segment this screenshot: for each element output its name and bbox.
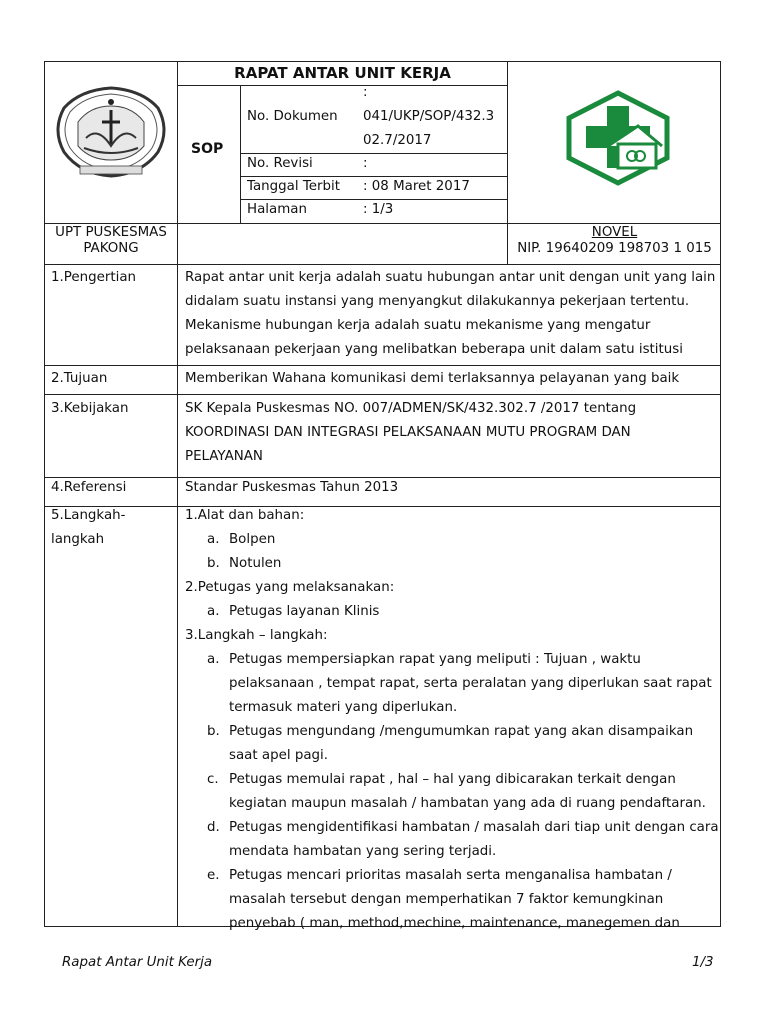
signer-nip: NIP. 19640209 198703 1 015 bbox=[517, 241, 712, 256]
langkah-label-line: 5.Langkah- bbox=[51, 508, 126, 523]
page-label: Halaman bbox=[247, 202, 307, 217]
langkah-group-heading: 2.Petugas yang melaksanakan: bbox=[185, 580, 395, 595]
langkah-group-heading: 1.Alat dan bahan: bbox=[185, 508, 305, 523]
signer-name: NOVEL bbox=[591, 225, 638, 240]
list-item-text: Notulen bbox=[229, 556, 282, 571]
doc-number-label: No. Dokumen bbox=[247, 109, 338, 124]
unit-name-line-1: UPT PUSKESMAS bbox=[55, 225, 167, 240]
list-item-continuation: masalah tersebut dengan memperhatikan 7 faktor kemungkinan bbox=[229, 892, 664, 907]
kebijakan-line: KOORDINASI DAN INTEGRASI PELAKSANAAN MUTU PROGRAM DAN bbox=[185, 425, 631, 440]
doc-number-value-2: 02.7/2017 bbox=[363, 133, 432, 148]
section-label-referensi: 4.Referensi bbox=[51, 480, 127, 495]
list-item bbox=[185, 648, 719, 672]
section-rule-1 bbox=[44, 365, 721, 366]
langkah-label-line: langkah bbox=[51, 532, 105, 547]
list-marker: b. bbox=[207, 724, 220, 739]
header-divider-right bbox=[507, 61, 508, 223]
issue-date-value: : 08 Maret 2017 bbox=[363, 179, 470, 194]
revision-value: : bbox=[363, 156, 368, 171]
section-label-pengertian: 1.Pengertian bbox=[51, 270, 137, 285]
section-label-tujuan: 2.Tujuan bbox=[51, 371, 108, 386]
footer-title: Rapat Antar Unit Kerja bbox=[62, 955, 213, 970]
list-item bbox=[185, 528, 719, 552]
list-item-continuation: saat apel pagi. bbox=[229, 748, 328, 763]
header-rule-title bbox=[177, 85, 507, 86]
footer-page: 1/3 bbox=[692, 955, 714, 970]
list-item-continuation: kegiatan maupun masalah / hambatan yang ada di ruang pendaftaran. bbox=[229, 796, 706, 811]
list-item-text: Bolpen bbox=[229, 532, 276, 547]
list-item-text: Petugas memulai rapat , hal – hal yang dibicarakan terkait dengan bbox=[229, 772, 676, 787]
regency-emblem bbox=[50, 86, 172, 184]
section-label-langkah bbox=[51, 504, 125, 552]
list-item-text: Petugas layanan Klinis bbox=[229, 604, 380, 619]
unit-row-divider-left bbox=[177, 223, 178, 264]
signer-block bbox=[508, 223, 721, 257]
sop-label: SOP bbox=[191, 141, 224, 157]
list-item-text: Petugas mempersiapkan rapat yang meliputi : Tujuan , waktu bbox=[229, 652, 641, 667]
section-body-kebijakan bbox=[185, 397, 636, 469]
list-item bbox=[185, 552, 719, 576]
list-item bbox=[185, 600, 719, 624]
list-marker: a. bbox=[207, 604, 220, 619]
list-marker: a. bbox=[207, 652, 220, 667]
langkah-group-heading: 3.Langkah – langkah: bbox=[185, 628, 328, 643]
issue-date-label: Tanggal Terbit bbox=[247, 179, 340, 194]
kebijakan-line: SK Kepala Puskesmas NO. 007/ADMEN/SK/432.302.7 /2017 tentang bbox=[185, 401, 637, 416]
document-title: RAPAT ANTAR UNIT KERJA bbox=[234, 64, 451, 82]
pengertian-line: Rapat antar unit kerja adalah suatu hubungan antar unit dengan unit yang lain bbox=[185, 270, 716, 285]
regency-emblem-icon bbox=[50, 86, 172, 184]
section-body-pengertian bbox=[185, 266, 715, 362]
list-item bbox=[185, 864, 719, 888]
puskesmas-logo-icon bbox=[566, 90, 670, 186]
section-rule-2 bbox=[44, 394, 721, 395]
section-body-langkah bbox=[185, 504, 719, 936]
pengertian-line: didalam suatu instansi yang menyangkut dilakukannya pekerjaan tertentu. bbox=[185, 294, 690, 309]
list-item bbox=[185, 768, 719, 792]
doc-number-colon: : bbox=[363, 85, 368, 100]
list-item-continuation: mendata hambatan yang sering terjadi. bbox=[229, 844, 497, 859]
list-item-continuation: penyebab ( man, method,mechine, maintenance, manegemen dan bbox=[229, 916, 680, 931]
puskesmas-logo bbox=[566, 90, 670, 186]
section-label-kebijakan: 3.Kebijakan bbox=[51, 401, 129, 416]
list-marker: e. bbox=[207, 868, 220, 883]
pengertian-line: Mekanisme hubungan kerja adalah suatu mekanisme yang mengatur bbox=[185, 318, 651, 333]
revision-label: No. Revisi bbox=[247, 156, 313, 171]
page-value: : 1/3 bbox=[363, 202, 394, 217]
list-marker: c. bbox=[207, 772, 219, 787]
unit-name-line-2: PAKONG bbox=[83, 241, 139, 256]
list-item-text: Petugas mencari prioritas masalah serta menganalisa hambatan / bbox=[229, 868, 672, 883]
body-column-divider bbox=[177, 264, 178, 927]
unit-row-bottom bbox=[44, 264, 721, 265]
header-divider-inner bbox=[240, 85, 241, 223]
doc-number-value-1: 041/UKP/SOP/432.3 bbox=[363, 109, 495, 124]
list-item bbox=[185, 720, 719, 744]
list-marker: b. bbox=[207, 556, 220, 571]
list-item-continuation: pelaksanaan , tempat rapat, serta peralatan yang diperlukan saat rapat bbox=[229, 676, 712, 691]
kebijakan-line: PELAYANAN bbox=[185, 449, 263, 464]
pengertian-line: pelaksanaan pekerjaan yang melibatkan beberapa unit dalam satu istitusi bbox=[185, 342, 683, 357]
list-marker: a. bbox=[207, 532, 220, 547]
unit-name bbox=[45, 223, 177, 257]
list-item bbox=[185, 816, 719, 840]
list-item-continuation: termasuk materi yang diperlukan. bbox=[229, 700, 458, 715]
list-marker: d. bbox=[207, 820, 220, 835]
referensi-line: Standar Puskesmas Tahun 2013 bbox=[185, 480, 399, 495]
tujuan-line: Memberikan Wahana komunikasi demi terlaksannya pelayanan yang baik bbox=[185, 371, 680, 386]
list-item-text: Petugas mengidentifikasi hambatan / masalah dari tiap unit dengan cara bbox=[229, 820, 719, 835]
list-item-text: Petugas mengundang /mengumumkan rapat yang akan disampaikan bbox=[229, 724, 694, 739]
